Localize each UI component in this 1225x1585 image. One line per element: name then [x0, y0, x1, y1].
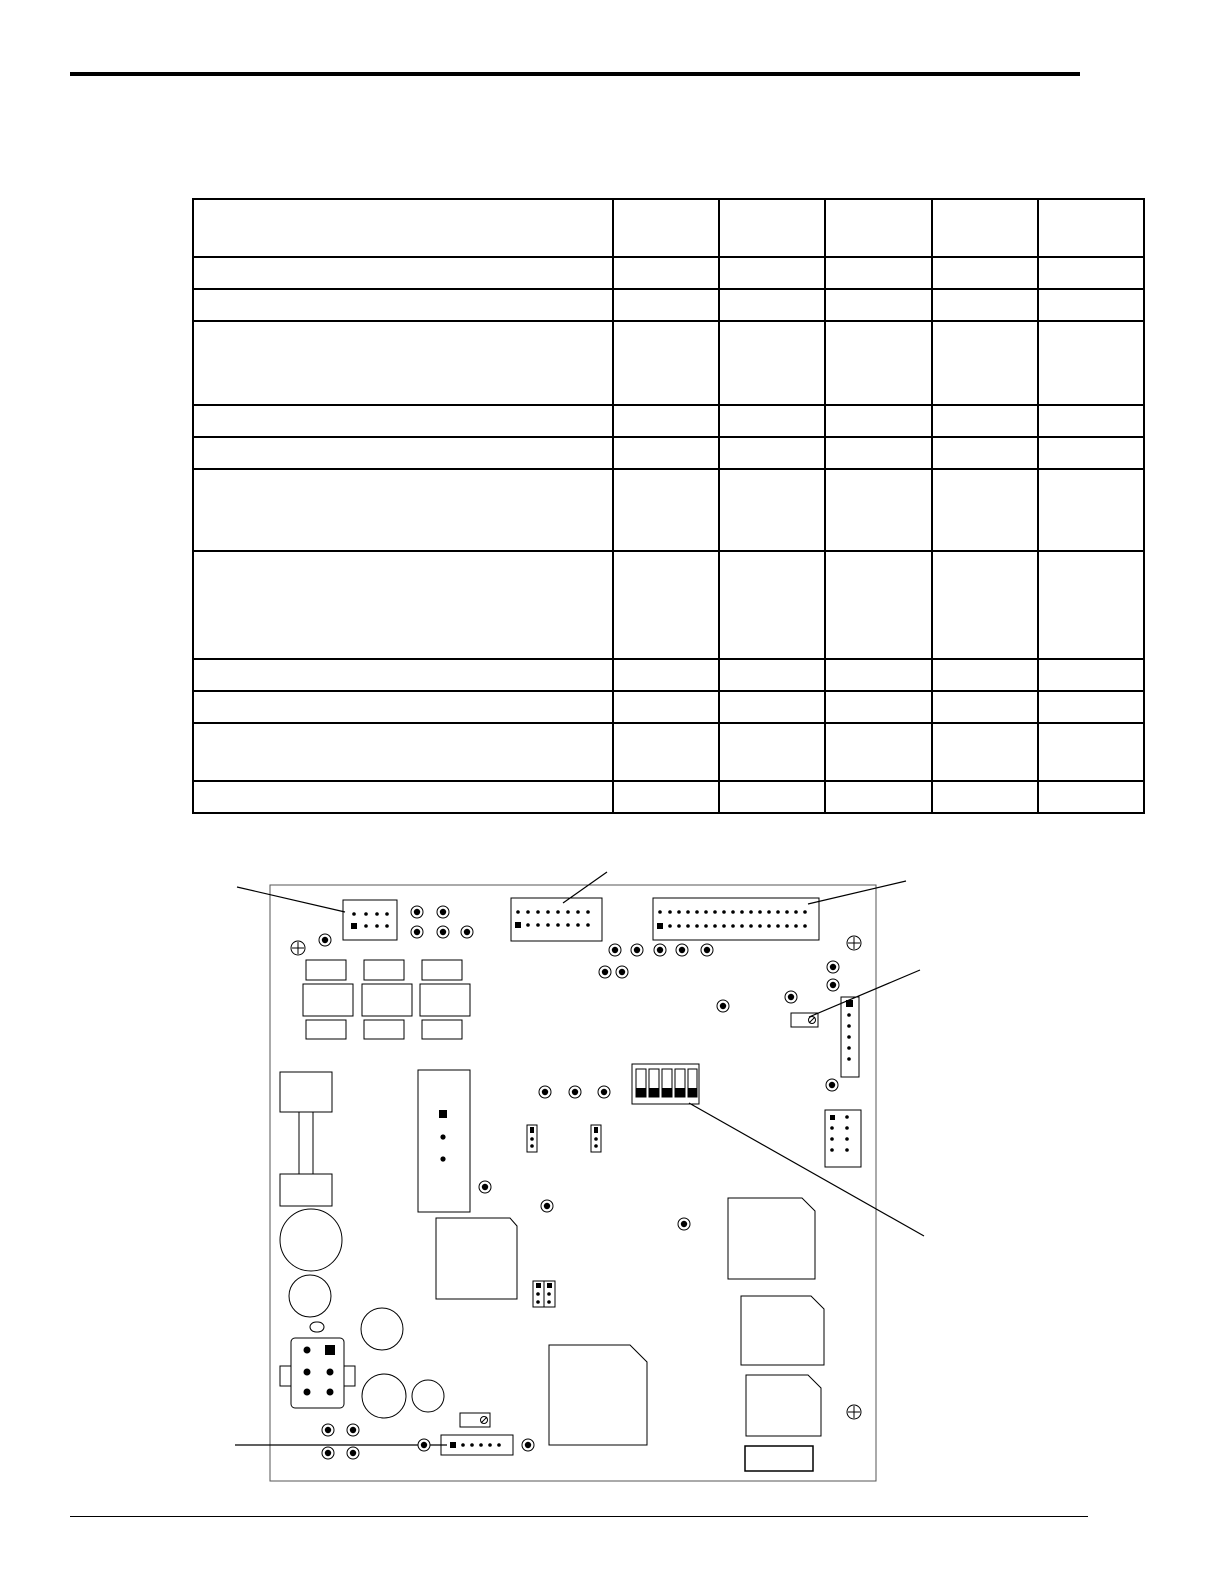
capacitor [412, 1380, 444, 1412]
dip-switch [632, 1064, 699, 1104]
bottom-rule [70, 1516, 1088, 1517]
header-2x17 [653, 898, 819, 940]
component-block-row [303, 960, 470, 1039]
ic-chip [741, 1296, 824, 1365]
capacitor [361, 1308, 403, 1350]
ic-chip [746, 1375, 821, 1436]
mounting-hole [847, 1405, 861, 1419]
trimmer-small [460, 1413, 490, 1427]
capacitor [362, 1374, 406, 1418]
header-1x6-vertical [841, 997, 859, 1077]
header-2x8 [511, 898, 602, 941]
regulator-block [418, 1070, 470, 1212]
fuse-holder [280, 1072, 332, 1206]
jumper-3pin [527, 1125, 537, 1152]
jumper-3pin [591, 1125, 601, 1152]
board-outline [270, 885, 876, 1481]
header-2x4-right [825, 1110, 861, 1167]
jumper-dual [533, 1281, 555, 1307]
mounting-hole [847, 936, 861, 950]
ic-chip [728, 1198, 815, 1279]
ic-chip [436, 1218, 517, 1299]
power-connector [280, 1322, 355, 1408]
connector-2x4 [343, 900, 397, 940]
via-holes [319, 906, 839, 1459]
ic-chip-large [549, 1345, 647, 1445]
label-box [745, 1446, 813, 1471]
header-1x6-bottom [441, 1435, 513, 1455]
capacitor [289, 1275, 331, 1317]
mounting-hole [291, 941, 305, 955]
capacitor [280, 1209, 342, 1271]
